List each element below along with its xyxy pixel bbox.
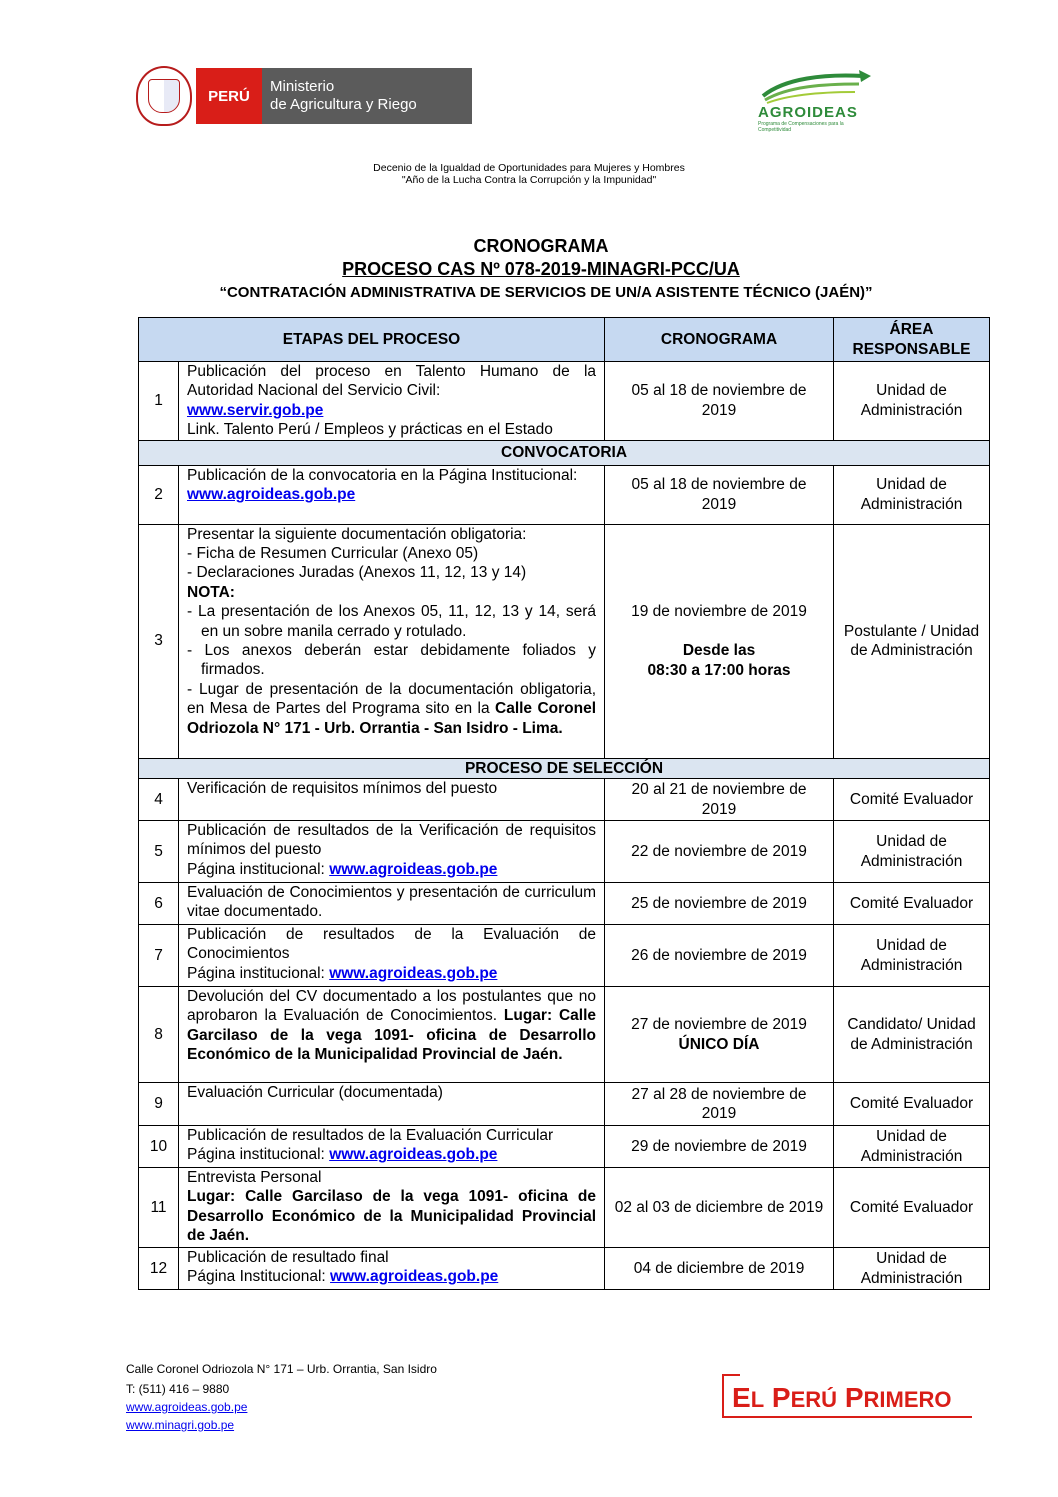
row-area: Comité Evaluador bbox=[834, 1083, 990, 1126]
table-row bbox=[139, 1248, 990, 1290]
stage-label: Página Institucional: bbox=[187, 1268, 326, 1286]
row-area: Unidad de Administración bbox=[834, 1126, 990, 1168]
address-text: Calle Coronel Odriozola N° 171 - Urb. Orrantia - San Isidro - Lima. bbox=[187, 700, 597, 737]
row-date: 25 de noviembre de 2019 bbox=[605, 883, 834, 925]
table-row bbox=[139, 1126, 990, 1168]
ministry-line1: Ministerio bbox=[270, 78, 335, 95]
schedule-table bbox=[138, 317, 990, 1290]
row-number: 4 bbox=[139, 779, 179, 821]
decree-line2: "Año de la Lucha Contra la Corrupción y la Impunidad" bbox=[401, 174, 657, 186]
row-area: Postulante / Unidad de Administración bbox=[834, 524, 990, 758]
row-stage: Verificación de requisitos mínimos del puesto bbox=[179, 779, 605, 821]
stage-item: - Declaraciones Juradas (Anexos 11, 12, 13 y 14) bbox=[187, 564, 527, 582]
row-area: Unidad de Administración bbox=[834, 362, 990, 441]
row-date: 04 de diciembre de 2019 bbox=[605, 1248, 834, 1290]
row-date: 20 al 21 de noviembre de 2019 bbox=[605, 779, 834, 821]
row-area: Comité Evaluador bbox=[834, 1168, 990, 1248]
row-stage bbox=[179, 987, 605, 1083]
row-stage bbox=[179, 1168, 605, 1248]
document-title: CRONOGRAMA bbox=[473, 236, 609, 256]
agroideas-link[interactable]: www.agroideas.gob.pe bbox=[329, 964, 498, 982]
section-convocatoria bbox=[139, 440, 990, 465]
slogan-text bbox=[732, 1382, 952, 1414]
minagri-footer-link[interactable]: www.minagri.gob.pe bbox=[126, 1418, 235, 1432]
stage-text: Devolución del CV documentado a los postulantes que no aprobaron la Evaluación de Conocimientos. bbox=[187, 988, 597, 1025]
date-sub: ÚNICO DÍA bbox=[678, 1035, 760, 1053]
row-number: 5 bbox=[139, 821, 179, 883]
contract-title: “CONTRATACIÓN ADMINISTRATIVA DE SERVICIOS DE UN/A ASISTENTE TÉCNICO (JAÉN)” bbox=[219, 284, 873, 301]
decree-line1: Decenio de la Igualdad de Oportunidades para Mujeres y Hombres bbox=[373, 162, 685, 174]
stage-intro: Presentar la siguiente documentación obligatoria: bbox=[187, 525, 527, 543]
row-area: Comité Evaluador bbox=[834, 779, 990, 821]
note-label: NOTA: bbox=[187, 583, 235, 601]
note-item: - Lugar de presentación de la documentación obligatoria, en Mesa de Partes del Programa sito en la bbox=[187, 680, 597, 718]
coat-of-arms-seal bbox=[136, 66, 192, 126]
row-date: 05 al 18 de noviembre de 2019 bbox=[605, 362, 834, 441]
row-number: 3 bbox=[139, 524, 179, 758]
servir-link[interactable]: www.servir.gob.pe bbox=[187, 401, 324, 419]
date-text: 19 de noviembre de 2019 bbox=[631, 603, 807, 621]
table-row bbox=[139, 524, 990, 758]
slogan-part: RIMERO bbox=[863, 1387, 952, 1412]
date-sub: Desde las bbox=[682, 642, 756, 660]
stage-text: Publicación de resultados de la Verificación de requisitos mínimos del puesto bbox=[187, 822, 597, 859]
table-header-row bbox=[139, 318, 990, 362]
row-stage: Evaluación de Conocimientos y presentación de curriculum vitae documentado. bbox=[179, 883, 605, 925]
agroideas-footer-link[interactable]: www.agroideas.gob.pe bbox=[126, 1400, 248, 1414]
footer-phone: T: (511) 416 – 9880 bbox=[126, 1382, 230, 1396]
row-number: 11 bbox=[139, 1168, 179, 1248]
row-number: 9 bbox=[139, 1083, 179, 1126]
row-date: 02 al 03 de diciembre de 2019 bbox=[605, 1168, 834, 1248]
process-title: PROCESO CAS Nº 078-2019-MINAGRI-PCC/UA bbox=[342, 259, 740, 279]
slogan-frame-top bbox=[722, 1374, 740, 1376]
row-number: 7 bbox=[139, 925, 179, 987]
slogan-part: P bbox=[837, 1382, 864, 1413]
row-area: Unidad de Administración bbox=[834, 1248, 990, 1290]
section-seleccion bbox=[139, 758, 990, 778]
row-stage bbox=[179, 524, 605, 758]
row-date: 05 al 18 de noviembre de 2019 bbox=[605, 465, 834, 524]
slogan-part: E bbox=[732, 1382, 751, 1413]
table-row bbox=[139, 465, 990, 524]
stage-label: Página institucional: bbox=[187, 964, 325, 982]
stage-text: Publicación de resultados de la Evaluación Curricular bbox=[187, 1127, 554, 1145]
row-stage bbox=[179, 1126, 605, 1168]
row-number: 10 bbox=[139, 1126, 179, 1168]
note-item: - Los anexos deberán estar debidamente foliados y firmados. bbox=[187, 642, 597, 679]
header-date: CRONOGRAMA bbox=[605, 318, 834, 362]
table-row bbox=[139, 1168, 990, 1248]
agroideas-link[interactable]: www.agroideas.gob.pe bbox=[329, 1146, 498, 1164]
row-area: Comité Evaluador bbox=[834, 883, 990, 925]
slogan-part: L bbox=[750, 1387, 765, 1412]
row-stage bbox=[179, 925, 605, 987]
slogan-part: P bbox=[764, 1382, 791, 1413]
table-row bbox=[139, 925, 990, 987]
row-area: Candidato/ Unidad de Administración bbox=[834, 987, 990, 1083]
table-row bbox=[139, 1083, 990, 1126]
row-number: 2 bbox=[139, 465, 179, 524]
row-number: 6 bbox=[139, 883, 179, 925]
slogan-part: ERÚ bbox=[790, 1387, 838, 1412]
row-number: 8 bbox=[139, 987, 179, 1083]
footer-address: Calle Coronel Odriozola N° 171 – Urb. Orrantia, San Isidro bbox=[126, 1362, 437, 1376]
stage-label: Página institucional: bbox=[187, 860, 325, 878]
table-row bbox=[139, 821, 990, 883]
stage-item: - Ficha de Resumen Curricular (Anexo 05) bbox=[187, 545, 479, 563]
row-area: Unidad de Administración bbox=[834, 925, 990, 987]
ministry-logo-block bbox=[262, 68, 472, 124]
agroideas-link[interactable]: www.agroideas.gob.pe bbox=[330, 1268, 499, 1286]
row-area: Unidad de Administración bbox=[834, 465, 990, 524]
date-hours: 08:30 a 17:00 horas bbox=[647, 661, 791, 679]
peru-logo-block bbox=[196, 68, 262, 124]
place-text: Lugar: Calle Garcilaso de la vega 1091- oficina de Desarrollo Económico de la Municipalidad Provincial de Jaén. bbox=[187, 1007, 597, 1064]
shield-icon bbox=[148, 79, 180, 113]
note-item: - La presentación de los Anexos 05, 11, 12, 13 y 14, será en un sobre manila cerrado y rotulado. bbox=[187, 603, 597, 640]
footer-link-agroideas bbox=[126, 1400, 247, 1414]
row-stage: Evaluación Curricular (documentada) bbox=[179, 1083, 605, 1126]
date-text: 27 de noviembre de 2019 bbox=[631, 1016, 807, 1034]
stage-text: Publicación del proceso en Talento Humano de la Autoridad Nacional del Servicio Civil: bbox=[187, 363, 597, 400]
row-number: 12 bbox=[139, 1248, 179, 1290]
agroideas-link[interactable]: www.agroideas.gob.pe bbox=[187, 486, 356, 504]
stage-text-2: Link. Talento Perú / Empleos y prácticas en el Estado bbox=[187, 421, 553, 439]
table-row bbox=[139, 779, 990, 821]
agroideas-tagline: Programa de Compensaciones para la Competitividad bbox=[758, 121, 844, 133]
table-row bbox=[139, 987, 990, 1083]
place-text: Lugar: Calle Garcilaso de la vega 1091- oficina de Desarrollo Económico de la Municipalidad Provincial de Jaén. bbox=[187, 1188, 597, 1245]
stage-text: Publicación de resultado final bbox=[187, 1249, 389, 1267]
stage-text: Publicación de la convocatoria en la Página Institucional: bbox=[187, 466, 578, 484]
header-area: ÁREA RESPONSABLE bbox=[834, 318, 990, 362]
row-number: 1 bbox=[139, 362, 179, 441]
section-label: PROCESO DE SELECCIÓN bbox=[139, 758, 990, 778]
stage-label: Página institucional: bbox=[187, 1146, 325, 1164]
section-label: CONVOCATORIA bbox=[139, 440, 990, 465]
table-row bbox=[139, 883, 990, 925]
row-date: 29 de noviembre de 2019 bbox=[605, 1126, 834, 1168]
header-stage: ETAPAS DEL PROCESO bbox=[139, 318, 605, 362]
row-date bbox=[605, 987, 834, 1083]
agroideas-name: AGROIDEAS bbox=[758, 104, 858, 121]
row-area: Unidad de Administración bbox=[834, 821, 990, 883]
stage-text: Entrevista Personal bbox=[187, 1169, 322, 1187]
row-date: 22 de noviembre de 2019 bbox=[605, 821, 834, 883]
row-stage bbox=[179, 465, 605, 524]
agroideas-link[interactable]: www.agroideas.gob.pe bbox=[329, 860, 498, 878]
row-stage bbox=[179, 362, 605, 441]
peru-label: PERÚ bbox=[208, 87, 250, 105]
table-row bbox=[139, 362, 990, 441]
row-date bbox=[605, 524, 834, 758]
stage-text: Publicación de resultados de la Evaluación de Conocimientos bbox=[187, 926, 597, 963]
row-date: 26 de noviembre de 2019 bbox=[605, 925, 834, 987]
ministry-line2: de Agricultura y Riego bbox=[270, 96, 417, 113]
row-date: 27 al 28 de noviembre de 2019 bbox=[605, 1083, 834, 1126]
row-stage bbox=[179, 1248, 605, 1290]
footer-link-minagri bbox=[126, 1418, 234, 1432]
row-stage bbox=[179, 821, 605, 883]
